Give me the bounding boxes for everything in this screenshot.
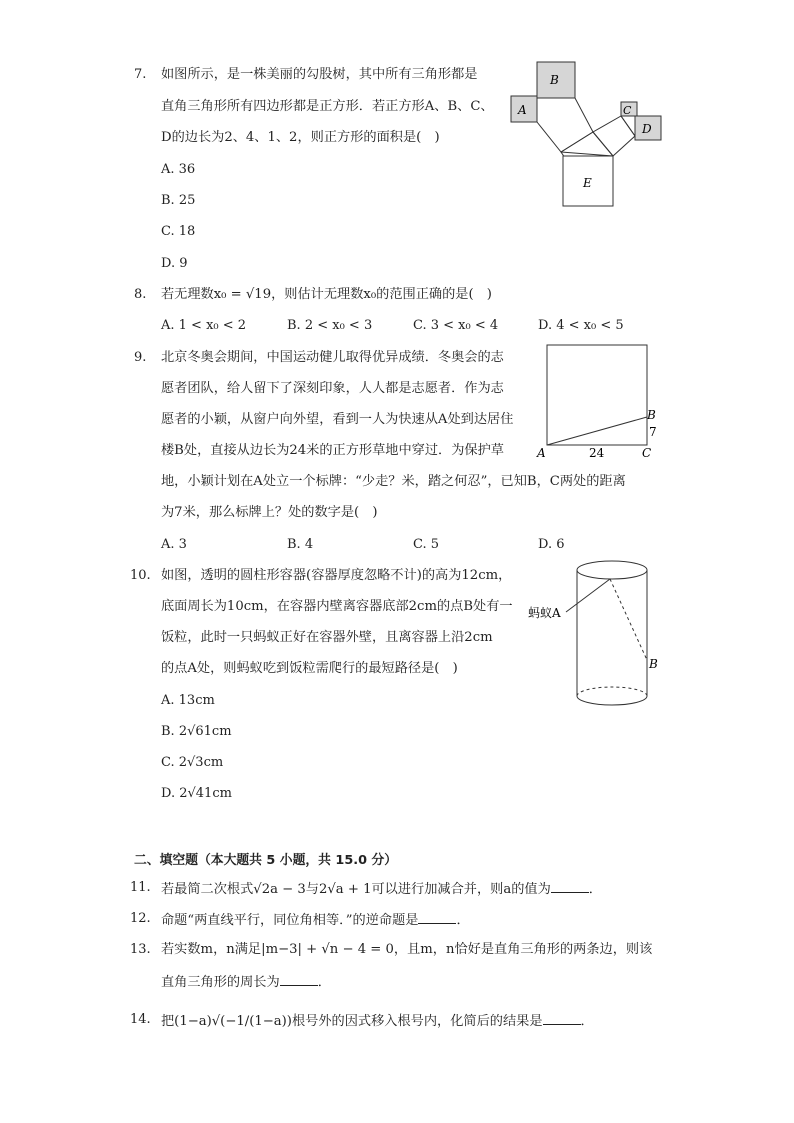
question-text-line: 愿者团队，给人留下了深刻印象，人人都是志愿者．作为志: [161, 381, 504, 396]
square-left-mid: [537, 98, 593, 152]
question-text-line: 如图，透明的圆柱形容器(容器厚度忽略不计)的高为12cm，: [161, 568, 512, 583]
option-d: D. 4 < x₀ < 5: [538, 318, 624, 333]
question-text: 若最简二次根式√2a − 3与2√a + 1可以进行加减合并，则a的值为: [161, 882, 551, 897]
label-c: C: [642, 446, 652, 460]
question-text-line: 地，小颖计划在A处立一个标牌：“少走？米，踏之何忍”，已知B，C两处的距离: [161, 474, 626, 489]
ant-path: [566, 579, 610, 612]
label-d: D: [642, 122, 652, 136]
option-d: D. 2√41cm: [161, 786, 232, 801]
label-b: B: [647, 408, 656, 422]
label-a: A: [537, 446, 546, 460]
question-text: 直角三角形的周长为: [161, 975, 280, 990]
label-b: B: [649, 657, 658, 671]
question-number: 13.: [130, 942, 151, 957]
question-text-line: [161, 911, 470, 929]
question-text-line: 底面周长为10cm，在容器内壁离容器底部2cm的点B处有一: [161, 599, 513, 614]
question-text-line: 若无理数x₀ = √19，则估计无理数x₀的范围正确的是( ): [161, 287, 492, 302]
option-a: A. 13cm: [161, 693, 215, 708]
question-number: 7.: [134, 67, 147, 82]
option-a: A. 1 < x₀ < 2: [161, 318, 247, 333]
question-text-line: 饭粒，此时一只蚂蚁正好在容器外壁，且离容器上沿2cm: [161, 630, 493, 645]
label-b: B: [550, 73, 559, 87]
question-text-line: 的点A处，则蚂蚁吃到饭粒需爬行的最短路径是( ): [161, 661, 458, 676]
answer-blank[interactable]: [543, 1012, 581, 1025]
question-text-end: ．: [317, 975, 331, 990]
option-b: B. 2√61cm: [161, 724, 232, 739]
question-number: 11.: [130, 880, 151, 895]
question-text-line: D的边长为2、4、1、2，则正方形的面积是( ): [161, 130, 440, 145]
option-c: C. 5: [413, 537, 440, 552]
cylinder-bottom: [577, 696, 647, 705]
question-text-end: ．: [588, 882, 602, 897]
question-number: 14.: [130, 1012, 151, 1027]
question-number: 9.: [134, 350, 147, 365]
option-b: B. 4: [287, 537, 314, 552]
question-text-line: 楼B处，直接从边长为24米的正方形草地中穿过．为保护草: [161, 443, 504, 458]
dashed-path: [610, 579, 647, 660]
lawn-square: [547, 345, 647, 445]
option-c: C. 18: [161, 224, 196, 239]
label-c: C: [623, 104, 632, 117]
cylinder-top: [577, 561, 647, 579]
label-e: E: [583, 176, 592, 190]
section-title: 二、填空题（本大题共 5 小题，共 15.0 分）: [134, 853, 398, 868]
label-a: A: [518, 103, 527, 117]
question-text-line: 若实数m，n满足|m−3| + √n − 4 = 0，且m，n恰好是直角三角形的两条边，则该: [161, 942, 653, 957]
option-b: B. 2 < x₀ < 3: [287, 318, 373, 333]
question-number: 8.: [134, 287, 147, 302]
option-c: C. 2√3cm: [161, 755, 224, 770]
question-text-line: 为7米，那么标牌上？处的数字是( ): [161, 505, 378, 520]
path-ab: [547, 417, 647, 445]
answer-blank[interactable]: [280, 973, 318, 986]
label-ant-a: 蚂蚁A: [528, 606, 561, 620]
question-text-line: 愿者的小颖，从窗户向外望，看到一人为快速从A处到达居住: [161, 412, 514, 427]
question-text: 命题“两直线平行，同位角相等．”的逆命题是: [161, 913, 419, 928]
question-text-line: [161, 880, 602, 898]
option-a: A. 3: [161, 537, 187, 552]
option-a: A. 36: [161, 162, 196, 177]
question-text-line: 如图所示，是一株美丽的勾股树，其中所有三角形都是: [161, 67, 478, 82]
cylinder-figure: [526, 558, 666, 710]
question-text-line: [161, 1012, 594, 1030]
label-side: 24: [589, 446, 605, 460]
answer-blank[interactable]: [418, 911, 456, 924]
question-number: 12.: [130, 911, 151, 926]
question-text-line: [161, 973, 331, 991]
question-text-end: ．: [456, 913, 470, 928]
pythagoras-tree-figure: [505, 58, 665, 210]
question-number: 10.: [130, 568, 151, 583]
question-text-line: 直角三角形所有四边形都是正方形．若正方形A、B、C、: [161, 99, 494, 114]
option-c: C. 3 < x₀ < 4: [413, 318, 499, 333]
question-text-end: ．: [580, 1014, 594, 1029]
answer-blank[interactable]: [551, 880, 589, 893]
square-lawn-figure: [535, 340, 665, 462]
question-text: 把(1−a)√(−1/(1−a))根号外的因式移入根号内，化简后的结果是: [161, 1014, 543, 1029]
question-text-line: 北京冬奥会期间，中国运动健儿取得优异成绩．冬奥会的志: [161, 350, 504, 365]
option-b: B. 25: [161, 193, 196, 208]
option-d: D. 6: [538, 537, 565, 552]
label-bc: 7: [649, 425, 657, 439]
option-d: D. 9: [161, 256, 188, 271]
